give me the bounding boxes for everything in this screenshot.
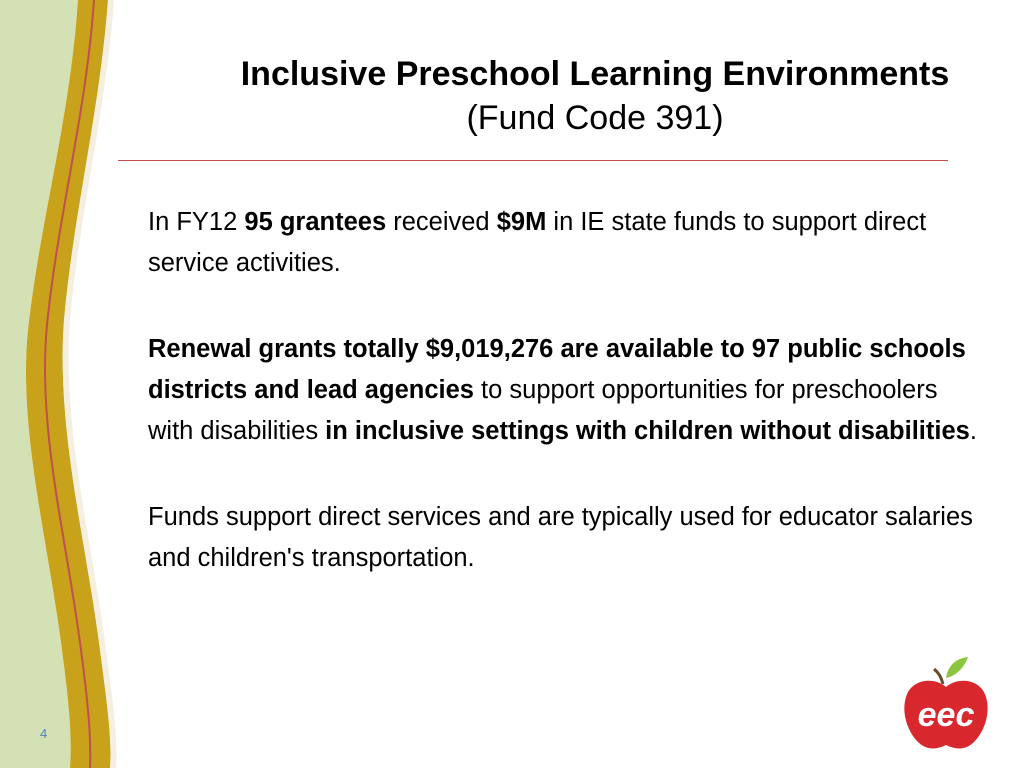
decorative-side-band — [0, 0, 140, 768]
page-number: 4 — [40, 726, 48, 741]
text-run: to support opportunities for preschoolers with disabilities — [148, 376, 938, 445]
text-run: in IE state funds to support direct service activities. — [148, 208, 927, 277]
text-run: received — [386, 208, 497, 236]
title-divider — [118, 160, 948, 161]
slide-title: Inclusive Preschool Learning Environments — [240, 55, 950, 93]
slide-title-block — [180, 52, 1010, 140]
slide-body — [148, 202, 978, 624]
logo-text: eec — [917, 696, 975, 734]
body-paragraph — [148, 497, 978, 579]
leaf-icon — [946, 657, 968, 678]
slide-subtitle: (Fund Code 391) — [466, 99, 724, 137]
eec-apple-logo — [898, 654, 994, 754]
text-run: In FY12 — [148, 208, 245, 236]
bold-text-run: Renewal grants totally $9,019,276 are available to 97 public schools districts and lead agencies — [148, 335, 966, 404]
bold-text-run: 95 grantees — [244, 208, 387, 236]
text-run: Funds support direct services and are typically used for educator salaries and children's transportation. — [148, 503, 973, 572]
text-run: . — [969, 417, 977, 445]
body-paragraph — [148, 329, 978, 452]
body-paragraph — [148, 202, 978, 284]
bold-text-run: in inclusive settings with children without disabilities — [325, 417, 970, 445]
bold-text-run: $9M — [496, 208, 547, 236]
